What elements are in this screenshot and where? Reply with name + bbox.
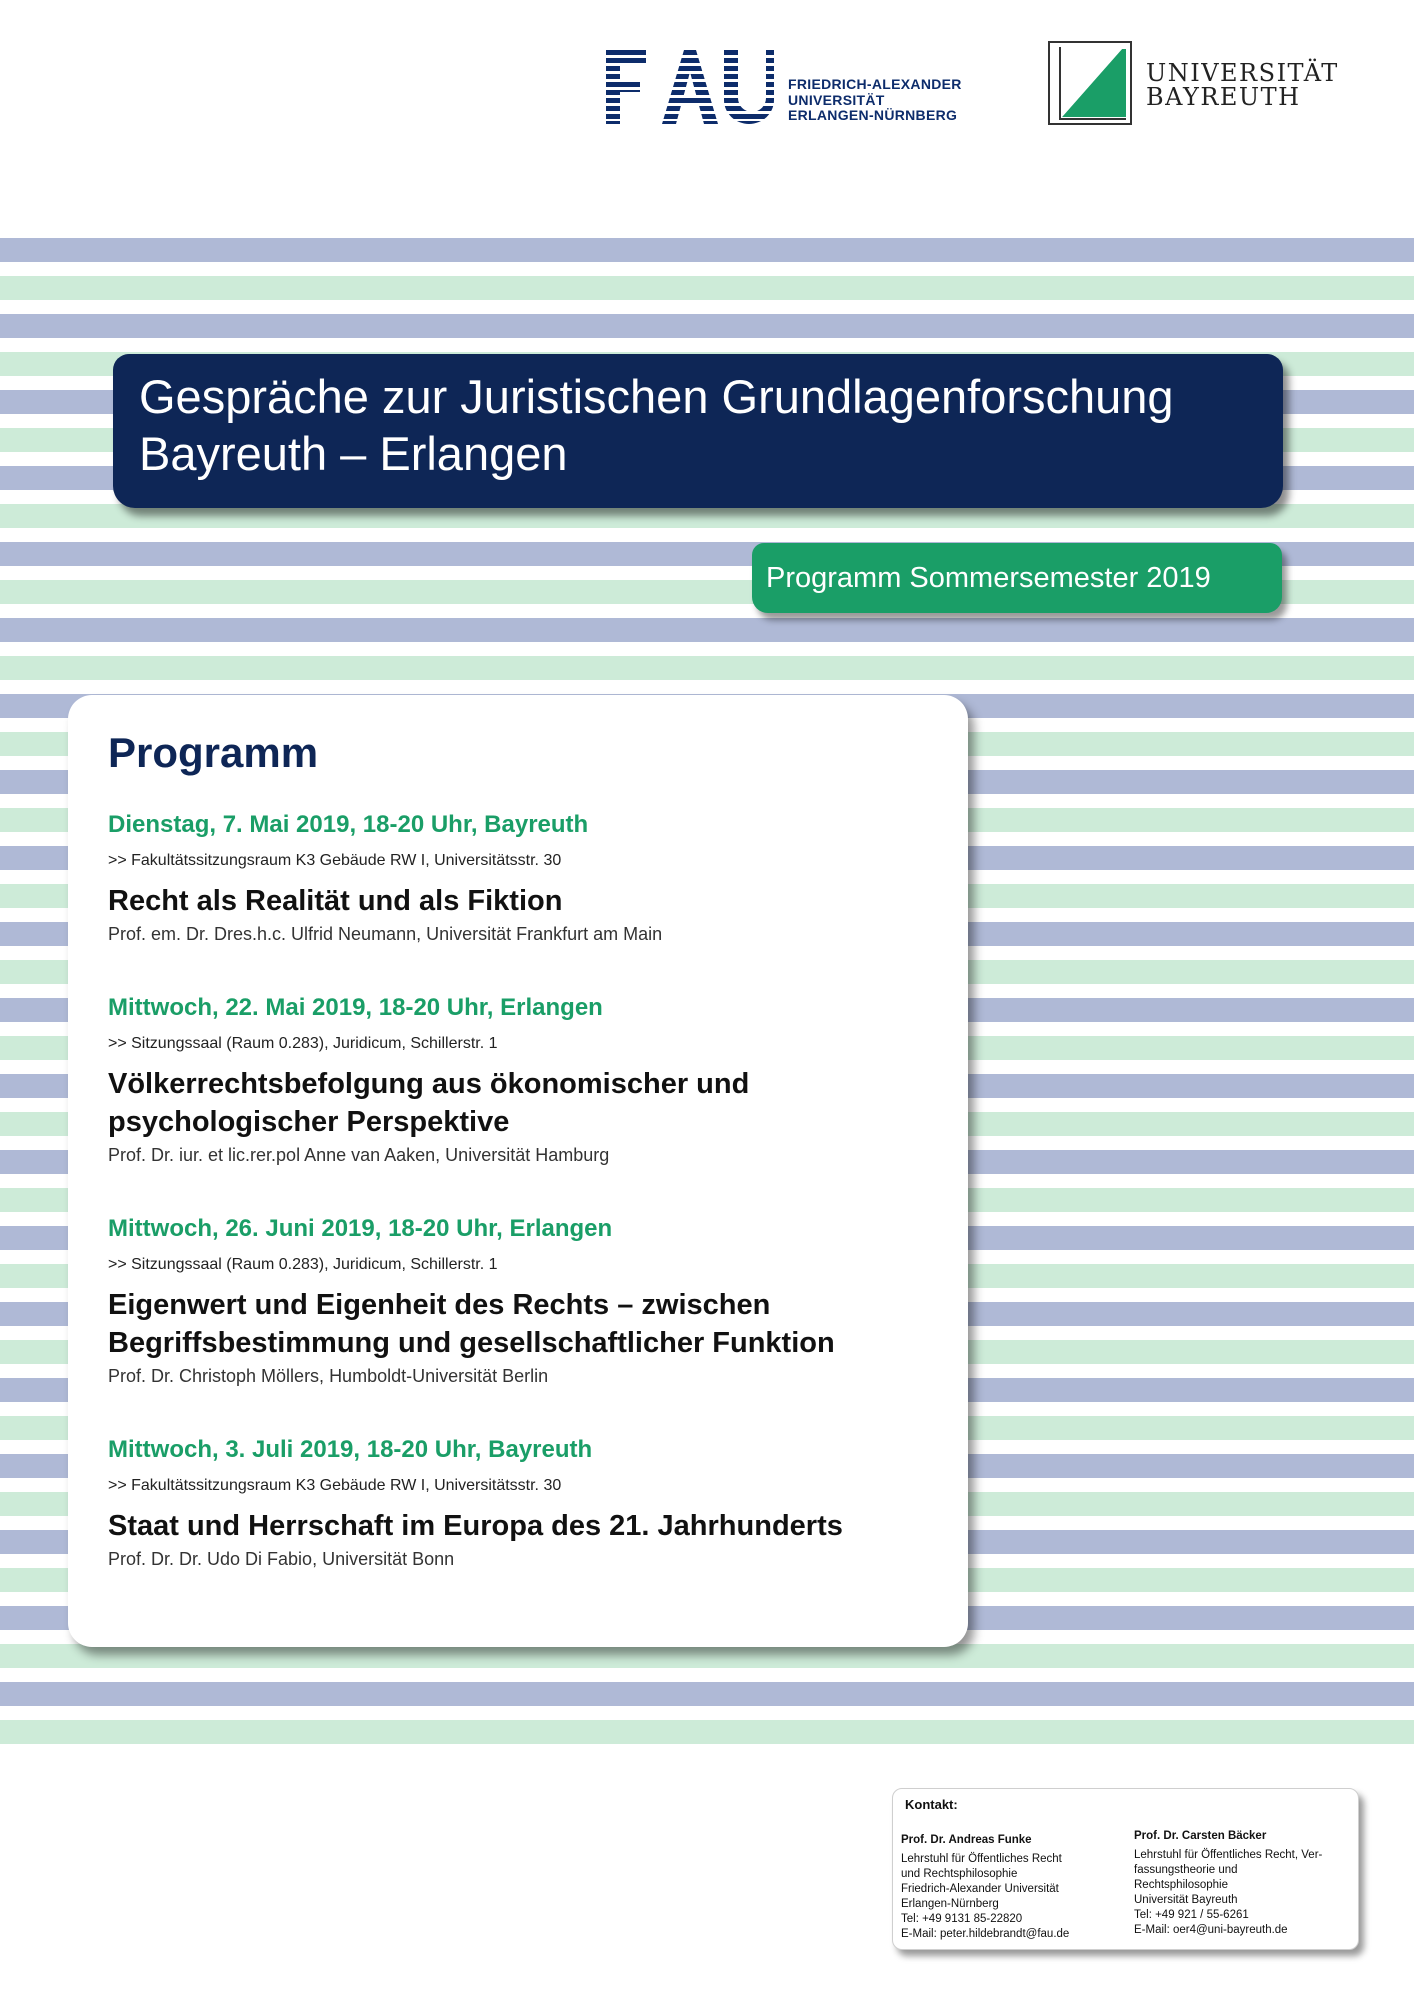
event-date: Mittwoch, 3. Juli 2019, 18-20 Uhr, Bayreuth (108, 1436, 593, 1463)
contact-line: fassungstheorie und (1134, 1864, 1238, 1876)
event-location: >> Sitzungssaal (Raum 0.283), Juridicum, Schillerstr. 1 (108, 1256, 498, 1273)
contact-line: und Rechtsphilosophie (901, 1868, 1018, 1880)
contact-label: Kontakt: (905, 1797, 958, 1812)
contact-name: Prof. Dr. Andreas Funke (901, 1834, 1032, 1846)
event-speaker: Prof. Dr. iur. et lic.rer.pol Anne van Aaken, Universität Hamburg (108, 1145, 610, 1165)
contact-line: Universität Bayreuth (1134, 1894, 1238, 1906)
event-1 (108, 810, 958, 946)
stripe (0, 1682, 1414, 1706)
contact-phone: Tel: +49 921 / 55-6261 (1134, 1909, 1249, 1921)
bayreuth-logo-mark (1048, 41, 1132, 125)
stripe (0, 314, 1414, 338)
event-location: >> Fakultätssitzungsraum K3 Gebäude RW I, Universitätsstr. 30 (108, 1477, 562, 1494)
contact-phone: Tel: +49 9131 85-22820 (901, 1913, 1023, 1925)
stripe (0, 618, 1414, 642)
page-title-line-2: Bayreuth – Erlangen (139, 427, 568, 480)
title-banner (113, 354, 1283, 508)
event-title: Völkerrechtsbefolgung aus ökonomischer und psychologischer Perspektive (108, 1068, 750, 1138)
bayreuth-logo (1048, 41, 1348, 125)
contact-person-baecker (1134, 1829, 1354, 1938)
contact-line: Lehrstuhl für Öffentliches Recht (901, 1853, 1062, 1865)
contact-line: Friedrich-Alexander Universität (901, 1883, 1059, 1895)
stripe (0, 238, 1414, 262)
stripe (0, 656, 1414, 680)
contact-email[interactable]: E-Mail: peter.hildebrandt@fau.de (901, 1928, 1070, 1940)
contact-box (892, 1788, 1359, 1950)
contact-person-funke (901, 1833, 1121, 1942)
event-title: Staat und Herrschaft im Europa des 21. Jahrhunderts (108, 1510, 843, 1542)
fau-logo-text: FRIEDRICH-ALEXANDER UNIVERSITÄT ERLANGEN-NÜRNBERG (788, 76, 962, 123)
event-speaker: Prof. em. Dr. Dres.h.c. Ulfrid Neumann, Universität Frankfurt am Main (108, 924, 663, 944)
event-2 (108, 993, 958, 1167)
fau-logo (606, 50, 986, 126)
event-location: >> Fakultätssitzungsraum K3 Gebäude RW I, Universitätsstr. 30 (108, 852, 562, 869)
event-3 (108, 1214, 958, 1388)
page-title-line-1: Gespräche zur Juristischen Grundlagenforschung (139, 370, 1174, 423)
contact-email[interactable]: E-Mail: oer4@uni-bayreuth.de (1134, 1924, 1288, 1936)
event-date: Mittwoch, 22. Mai 2019, 18-20 Uhr, Erlangen (108, 994, 603, 1021)
event-location: >> Sitzungssaal (Raum 0.283), Juridicum, Schillerstr. 1 (108, 1035, 498, 1052)
stripe (0, 276, 1414, 300)
event-speaker: Prof. Dr. Christoph Möllers, Humboldt-Universität Berlin (108, 1366, 549, 1386)
contact-line: Rechtsphilosophie (1134, 1879, 1228, 1891)
event-speaker: Prof. Dr. Dr. Udo Di Fabio, Universität Bonn (108, 1549, 455, 1569)
event-4 (108, 1435, 958, 1571)
event-title: Eigenwert und Eigenheit des Rechts – zwischen Begriffsbestimmung und gesellschaftlicher Funktion (108, 1289, 835, 1359)
subtitle: Programm Sommersemester 2019 (766, 562, 1211, 594)
event-date: Mittwoch, 26. Juni 2019, 18-20 Uhr, Erlangen (108, 1215, 613, 1242)
program-card (68, 695, 968, 1647)
subtitle-banner (752, 543, 1282, 613)
contact-name: Prof. Dr. Carsten Bäcker (1134, 1830, 1267, 1842)
stripe (0, 1720, 1414, 1744)
event-title: Recht als Realität und als Fiktion (108, 885, 563, 917)
bayreuth-logo-text: UNIVERSITÄT BAYREUTH (1146, 59, 1339, 111)
contact-line: Erlangen-Nürnberg (901, 1898, 999, 1910)
contact-line: Lehrstuhl für Öffentliches Recht, Ver- (1134, 1849, 1323, 1861)
event-date: Dienstag, 7. Mai 2019, 18-20 Uhr, Bayreuth (108, 811, 589, 838)
fau-logo-mark (606, 50, 774, 124)
stripe (0, 1644, 1414, 1668)
program-heading: Programm (108, 729, 319, 776)
